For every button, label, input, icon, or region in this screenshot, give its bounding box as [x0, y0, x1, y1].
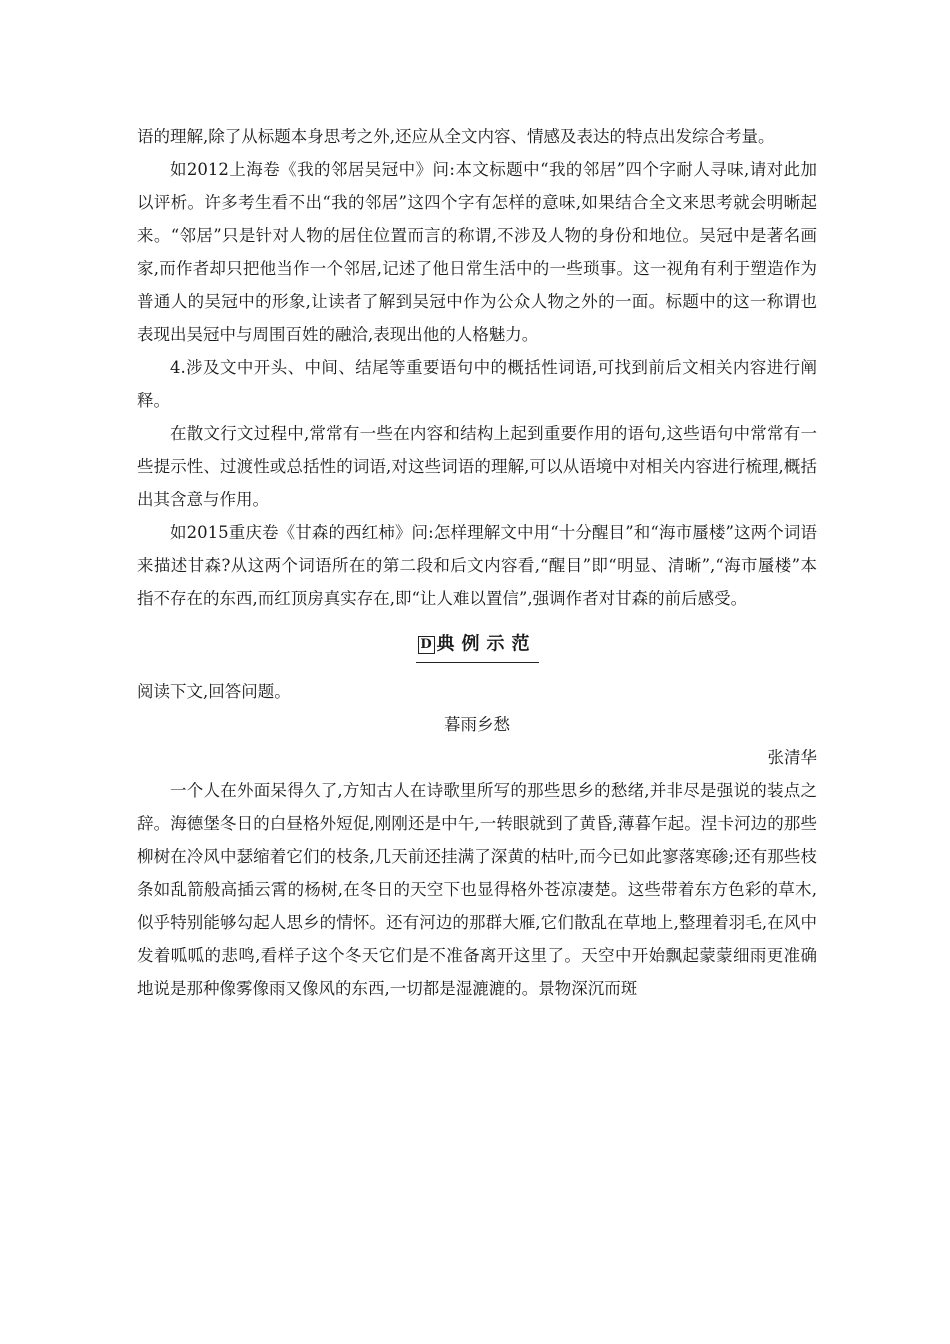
essay-author: 张清华 [767, 748, 817, 767]
paragraph-point-4: 4.涉及文中开头、中间、结尾等重要语句中的概括性词语,可找到前后文相关内容进行阐释。 [137, 358, 817, 410]
essay-body-paragraph: 一个人在外面呆得久了,方知古人在诗歌里所写的那些思乡的愁绪,并非尽是强说的装点之辞。海德堡冬日的白昼格外短促,刚刚还是中午,一转眼就到了黄昏,薄暮乍起。涅卡河边的那些柳树在冷风中瑟缩着它们的枝条,几天前还挂满了深黄的枯叶,而今已如此寥落寒碜;还有那些枝条如乱箭般高插云霄的杨树,在冬日的天空下也显得格外苍凉凄楚。这些带着东方色彩的草木,似乎特别能够勾起人思乡的情怀。还有河边的那群大雁,它们散乱在草地上,整理着羽毛,在风中发着呱呱的悲鸣,看样子这个冬天它们是不准备离开这里了。天空中开始飘起蒙蒙细雨更准确地说是那种像雾像雨又像风的东西,一切都是湿漉漉的。景物深沉而斑 [137, 781, 817, 998]
section-title: 典例示范 [436, 633, 537, 655]
paragraph-example-wu-guanzhong: 如2012上海卷《我的邻居吴冠中》问:本文标题中“我的邻居”四个字耐人寻味,请对此加以评析。许多考生看不出“我的邻居”这四个字有怎样的意味,如果结合全文来思考就会明晰起来。“邻居”只是针对人物的居住位置而言的称谓,不涉及人物的身份和地位。吴冠中是著名画家,而作者却只把他当作一个邻居,记述了他日常生活中的一些琐事。这一视角有利于塑造作为普通人的吴冠中的形象,让读者了解到吴冠中作为公众人物之外的一面。标题中的这一称谓也表现出吴冠中与周围百姓的融洽,表现出他的人格魅力。 [137, 160, 817, 344]
section-badge: D [418, 636, 435, 654]
section-title-box [416, 627, 539, 663]
paragraph-title-comprehension: 语的理解,除了从标题本身思考之外,还应从全文内容、情感及表达的特点出发综合考量。 [137, 127, 775, 146]
document-page [137, 120, 817, 1005]
paragraph-point-4-explanation: 在散文行文过程中,常常有一些在内容和结构上起到重要作用的语句,这些语句中常常有一些提示性、过渡性或总括性的词语,对这些词语的理解,可以从语境中对相关内容进行梳理,概括出其含意与作用。 [137, 424, 817, 509]
reading-instruction: 阅读下文,回答问题。 [137, 682, 291, 701]
section-header [137, 627, 817, 661]
essay-title: 暮雨乡愁 [444, 715, 510, 734]
paragraph-example-gansen: 如2015重庆卷《甘森的西红柿》问:怎样理解文中用“十分醒目”和“海市蜃楼”这两个词语来描述甘森?从这两个词语所在的第二段和后文内容看,“醒目”即“明显、清晰”,“海市蜃楼”本指不存在的东西,而红顶房真实存在,即“让人难以置信”,强调作者对甘森的前后感受。 [137, 523, 817, 608]
